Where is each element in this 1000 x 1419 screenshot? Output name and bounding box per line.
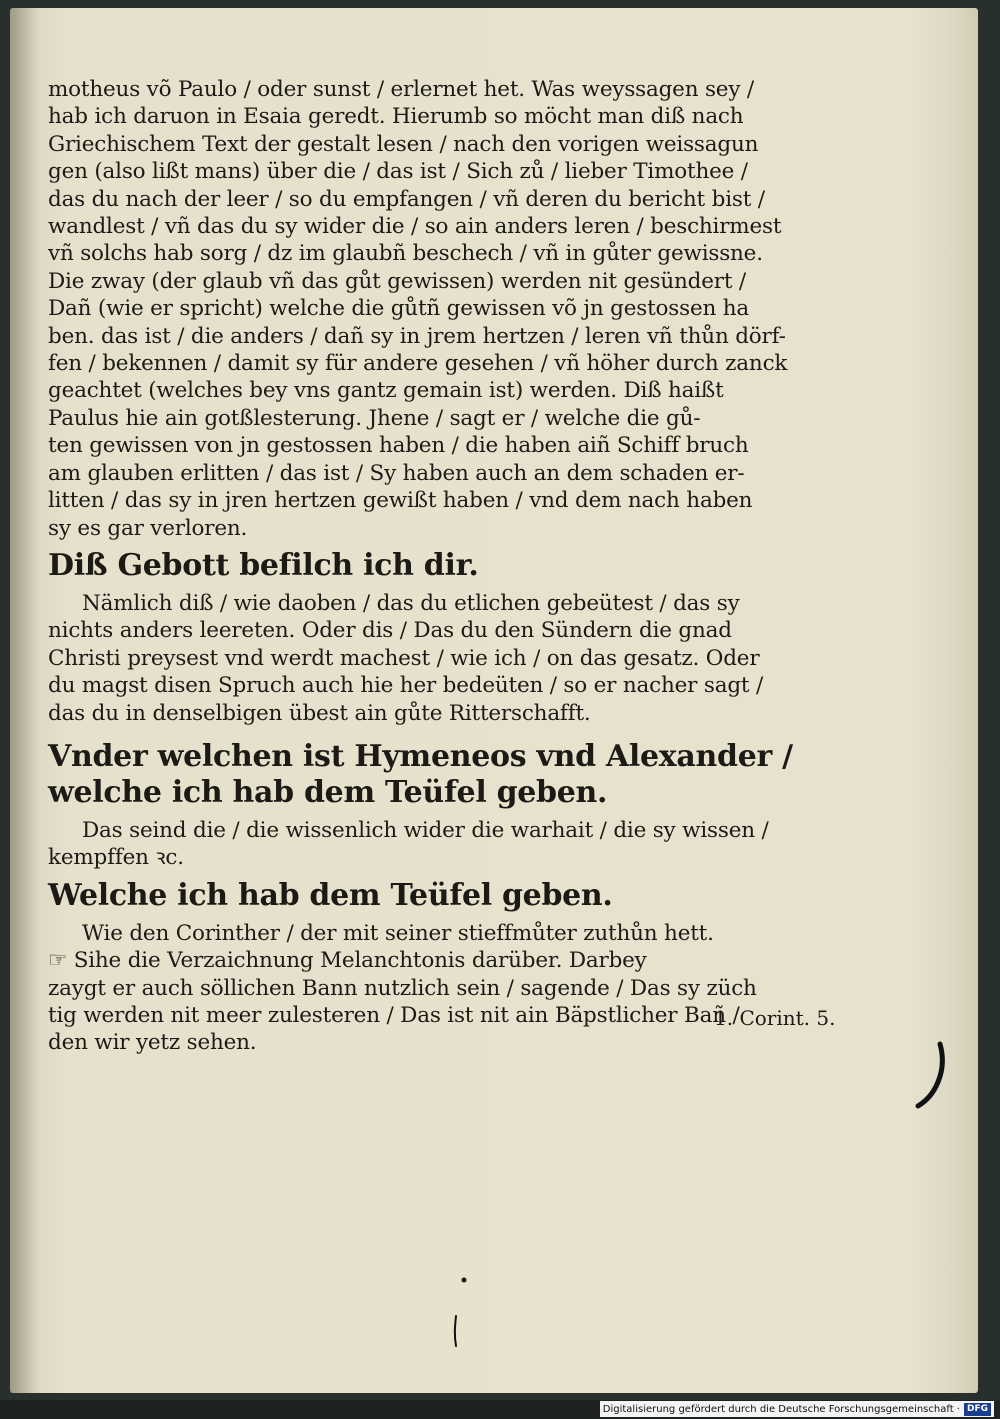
footer-text: Digitalisierung gefördert durch die Deutsche Forschungsgemeinschaft ·	[602, 1403, 960, 1415]
section-heading: Diß Gebott befilch ich dir.	[48, 547, 479, 583]
section-heading: Welche ich hab dem Teüfel geben.	[48, 877, 613, 913]
dfg-logo: DFG	[964, 1403, 991, 1416]
text-line: vñ solchs hab sorg / dz im glaubñ beschech / vñ in gůter gewissne.	[48, 241, 763, 267]
text-line: tig werden nit meer zulesteren / Das ist nit ain Bäpstlicher Bañ /	[48, 1002, 740, 1028]
text-line: ben. das ist / die anders / dañ sy in jrem hertzen / leren vñ thůn dörf-	[48, 323, 786, 349]
section-heading: welche ich hab dem Teüfel geben.	[48, 774, 608, 810]
text-line: geachtet (welches bey vns gantz gemain ist) werden. Diß haißt	[48, 378, 724, 404]
page-mark	[440, 1272, 470, 1352]
text-line: nichts anders leereten. Oder dis / Das du den Sündern die gnad	[48, 618, 732, 644]
text-line: wandlest / vñ das du sy wider die / so ain anders leren / beschirmest	[48, 214, 782, 240]
margin-note: 1. Corint. 5.	[714, 1006, 836, 1030]
text-line: kempffen ꝛc.	[48, 845, 184, 871]
text-line: am glauben erlitten / das ist / Sy haben auch an dem schaden er-	[48, 460, 745, 486]
page-binding-shadow	[10, 8, 40, 1393]
text-line: du magst disen Spruch auch hie her bedeüten / so er nacher sagt /	[48, 673, 763, 699]
text-line: ten gewissen von jn gestossen haben / die haben aiñ Schiff bruch	[48, 433, 749, 459]
text-line: den wir yetz sehen.	[48, 1030, 257, 1056]
text-line: hab ich daruon in Esaia geredt. Hierumb so möcht man diß nach	[48, 104, 744, 130]
text-line: ☞ Sihe die Verzaichnung Melanchtonis darüber. Darbey	[48, 948, 647, 974]
text-line: das du in denselbigen übest ain gůte Ritterschafft.	[48, 700, 591, 726]
text-line: Das seind die / die wissenlich wider die warhait / die sy wissen /	[82, 817, 769, 843]
text-line: Christi preysest vnd werdt machest / wie ich / on das gesatz. Oder	[48, 645, 760, 671]
text-line: litten / das sy in jren hertzen gewißt haben / vnd dem nach haben	[48, 488, 753, 514]
text-line: Die zway (der glaub vñ das gůt gewissen) werden nit gesündert /	[48, 268, 746, 294]
text-line: Paulus hie ain gotßlesterung. Jhene / sagt er / welche die gů-	[48, 405, 701, 431]
text-line: Dañ (wie er spricht) welche die gůtñ gewissen võ jn gestossen ha	[48, 296, 750, 322]
text-line: das du nach der leer / so du empfangen / vñ deren du bericht bist /	[48, 186, 765, 212]
text-line: motheus võ Paulo / oder sunst / erlernet het. Was weyssagen sey /	[48, 77, 754, 102]
text-line: zaygt er auch söllichen Bann nutzlich sein / sagende / Das sy züch	[48, 975, 757, 1001]
text-line: Wie den Corinther / der mit seiner stieffmůter zuthůn hett.	[82, 920, 714, 946]
section-heading: Vnder welchen ist Hymeneos vnd Alexander /	[48, 738, 793, 774]
text-line: Griechischem Text der gestalt lesen / nach den vorigen weissagun	[48, 131, 759, 157]
text-line: sy es gar verloren.	[48, 515, 248, 541]
text-line: fen / bekennen / damit sy für andere gesehen / vñ höher durch zanck	[48, 351, 788, 377]
text-line: gen (also lißt mans) über die / das ist / Sich zů / lieber Timothee /	[48, 159, 748, 185]
ink-stroke-mark	[910, 1040, 950, 1110]
digitization-footer	[600, 1401, 994, 1417]
text-line: Nämlich diß / wie daoben / das du etlichen gebeütest / das sy	[82, 590, 740, 616]
